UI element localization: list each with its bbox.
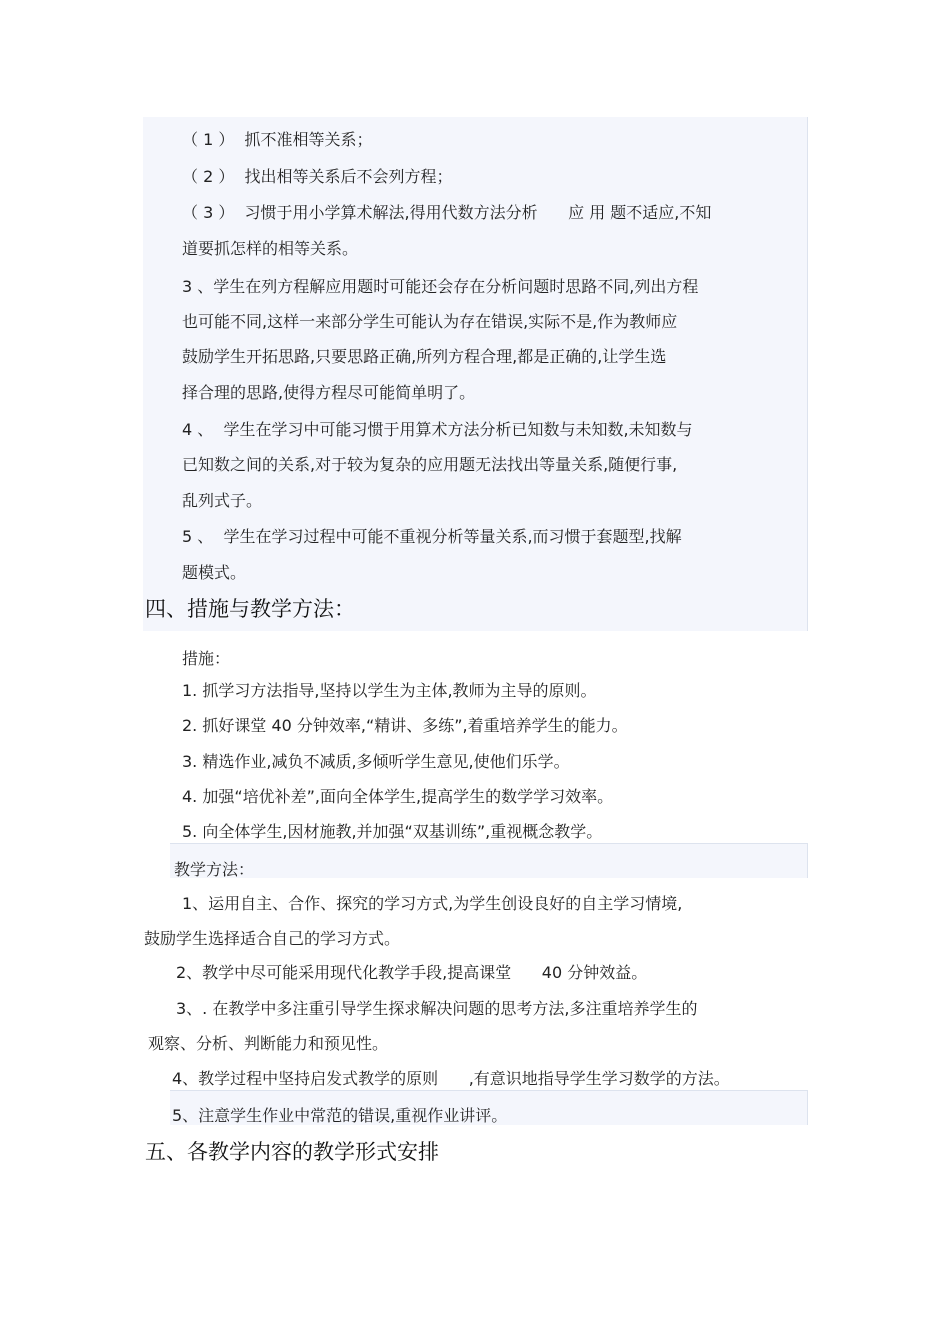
item-4-line3: 乱列式子。 [182,491,263,510]
highlight-panel-methods-label [170,843,808,878]
item-5-line2: 题模式。 [182,563,247,582]
item-5-line1: 5 、 学生在学习过程中可能不重视分析等量关系,而习惯于套题型,找解 [182,527,682,546]
method-1-line1: 1、运用自主、合作、探究的学习方式,为学生创设良好的自主学习情境, [182,894,683,913]
measures-label: 措施： [182,649,231,668]
method-3-line2: 观察、分析、判断能力和预见性。 [148,1034,389,1053]
item-4-line1: 4 、 学生在学习中可能习惯于用算术方法分析已知数与未知数,未知数与 [182,420,693,439]
method-2: 2、教学中尽可能采用现代化教学手段,提高课堂 40 分钟效益。 [176,963,648,982]
item-3-line3: 鼓励学生开拓思路,只要思路正确,所列方程合理,都是正确的,让学生选 [182,347,667,366]
section-4-heading: 四、措施与教学方法： [145,597,355,621]
measure-1: 1. 抓学习方法指导,坚持以学生为主体,教师为主导的原则。 [182,681,597,700]
measure-3: 3. 精选作业,减负不减质,多倾听学生意见,使他们乐学。 [182,752,570,771]
methods-label: 教学方法： [174,860,255,879]
item-3-line1: 3 、学生在列方程解应用题时可能还会存在分析问题时思路不同,列出方程 [182,277,699,296]
measure-4: 4. 加强“培优补差”,面向全体学生,提高学生的数学学习效率。 [182,787,614,806]
section-5-heading: 五、各教学内容的教学形式安排 [145,1140,439,1164]
sub-item-1: （ 1 ） 抓不准相等关系； [182,130,373,149]
item-3-line2: 也可能不同,这样一来部分学生可能认为存在错误,实际不是,作为教师应 [182,312,678,331]
method-5: 5、注意学生作业中常范的错误,重视作业讲评。 [172,1106,508,1125]
method-1-line2: 鼓励学生选择适合自己的学习方式。 [144,929,401,948]
sub-item-3-line2: 道要抓怎样的相等关系。 [182,239,359,258]
measure-5: 5. 向全体学生,因材施教,并加强“双基训练”,重视概念教学。 [182,822,603,841]
measure-2: 2. 抓好课堂 40 分钟效率,“精讲、多练”,着重培养学生的能力。 [182,716,628,735]
highlight-panel-section3 [143,117,808,631]
item-3-line4: 择合理的思路,使得方程尽可能简单明了。 [182,383,476,402]
method-3-line1: 3、. 在教学中多注重引导学生探求解决问题的思考方法,多注重培养学生的 [176,999,698,1018]
method-4: 4、教学过程中坚持启发式教学的原则 ,有意识地指导学生学习数学的方法。 [172,1069,730,1088]
sub-item-2: （ 2 ） 找出相等关系后不会列方程； [182,167,453,186]
item-4-line2: 已知数之间的关系,对于较为复杂的应用题无法找出等量关系,随便行事, [182,455,678,474]
sub-item-3-line1: （ 3 ） 习惯于用小学算术解法,得用代数方法分析 应 用 题不适应,不知 [182,203,712,222]
